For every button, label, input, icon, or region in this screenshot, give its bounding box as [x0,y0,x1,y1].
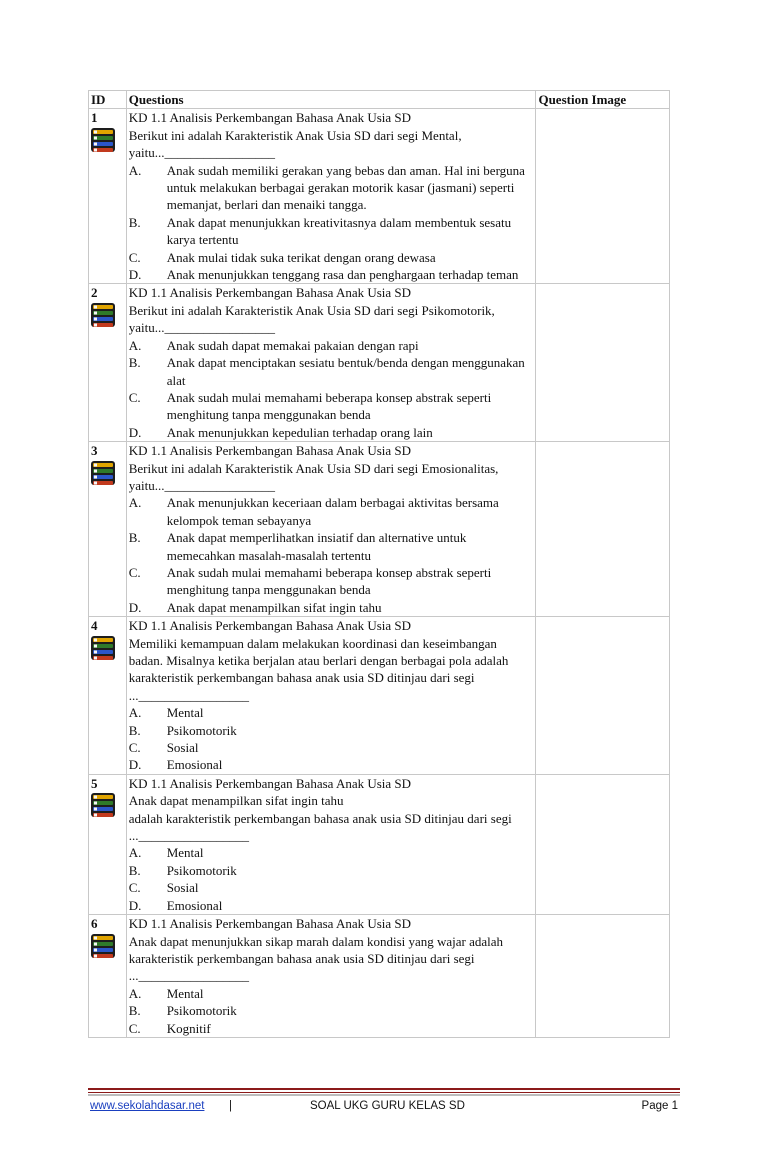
option-label: A. [128,337,142,353]
header-id: ID [89,91,127,109]
header-question-image: Question Image [536,91,670,109]
cell-id [89,774,127,914]
question-id: 6 [91,916,98,932]
option-text: Anak sudah mulai memahami beberapa konsep abstrak seperti menghitung tanpa menggunakan benda [166,389,492,423]
option-text: Anak sudah dapat memakai pakaian dengan rapi [166,337,419,353]
option-label: C. [128,389,141,405]
answer-option [129,162,534,214]
question-stem: Anak dapat menampilkan sifat ingin tahu [128,793,344,809]
option-text: Mental [166,985,204,1001]
answer-option [129,266,534,283]
option-label: A. [128,495,142,511]
footer-divider [88,1088,680,1090]
answer-option [129,862,534,879]
option-label: A. [128,845,142,861]
option-text: Psikomotorik [166,722,237,738]
option-label: C. [128,740,141,756]
footer-site-link[interactable]: www.sekolahdasar.net [90,1100,205,1112]
footer-page-number: Page 1 [641,1100,678,1112]
option-label: C. [128,249,141,265]
answer-option [129,564,534,599]
option-text: Mental [166,845,204,861]
option-text: Psikomotorik [166,862,237,878]
option-label: B. [128,862,141,878]
list-icon [90,127,116,153]
question-id: 3 [91,443,98,459]
option-label: D. [128,897,142,913]
option-text: Anak dapat menunjukkan kreativitasnya dalam membentuk sesatu karya tertentu [166,214,512,248]
list-icon [90,933,116,959]
option-label: D. [128,757,142,773]
table-row [89,617,670,775]
footer-divider [88,1092,680,1093]
list-icon [90,460,116,486]
question-kd: KD 1.1 Analisis Perkembangan Bahasa Anak Usia SD [128,285,412,301]
table-row [89,442,670,617]
option-text: Anak dapat menampilkan sifat ingin tahu [166,599,382,615]
option-text: Sosial [166,880,199,896]
option-text: Emosional [166,897,223,913]
question-stem: Berikut ini adalah Karakteristik Anak Usia SD dari segi Mental, yaitu..._________________ [128,127,462,161]
option-label: B. [128,722,141,738]
cell-question-image [536,284,670,442]
table-row [89,284,670,442]
cell-question [126,284,536,442]
list-icon [90,792,116,818]
answer-option [129,337,534,354]
question-stem: adalah karakteristik perkembangan bahasa anak usia SD ditinjau dari segi ..._________________ [128,810,512,844]
answer-option [129,704,534,721]
answer-option [129,214,534,249]
option-text: Anak sudah mulai memahami beberapa konsep abstrak seperti menghitung tanpa menggunakan benda [166,564,492,598]
option-text: Sosial [166,740,199,756]
footer-separator: | [229,1100,232,1112]
cell-question-image [536,915,670,1038]
option-label: C. [128,564,141,580]
answer-option [129,424,534,441]
answer-option [129,985,534,1002]
cell-question [126,915,536,1038]
table-row [89,774,670,914]
list-icon [90,302,116,328]
option-text: Anak menunjukkan tenggang rasa dan penghargaan terhadap teman [166,267,519,283]
option-text: Anak mulai tidak suka terikat dengan orang dewasa [166,249,436,265]
answer-option [129,1002,534,1019]
question-kd: KD 1.1 Analisis Perkembangan Bahasa Anak Usia SD [128,775,412,791]
cell-question-image [536,109,670,284]
option-text: Anak menunjukkan kepedulian terhadap orang lain [166,424,433,440]
option-label: C. [128,1020,141,1036]
option-label: A. [128,985,142,1001]
cell-question [126,442,536,617]
table-row [89,109,670,284]
answer-option [129,844,534,861]
question-id: 4 [91,618,98,634]
cell-question [126,617,536,775]
option-label: A. [128,162,142,178]
header-questions: Questions [126,91,536,109]
option-text: Anak menunjukkan keceriaan dalam berbagai aktivitas bersama kelompok teman sebayanya [166,495,499,528]
option-label: D. [128,267,142,283]
option-label: B. [128,214,141,230]
answer-option [129,897,534,914]
option-text: Psikomotorik [166,1003,237,1019]
option-label: B. [128,530,141,546]
questions-table [88,90,670,1038]
answer-option [129,739,534,756]
cell-question [126,109,536,284]
answer-option [129,756,534,773]
question-kd: KD 1.1 Analisis Perkembangan Bahasa Anak Usia SD [128,443,412,459]
table-header-row [89,91,670,109]
cell-question [126,774,536,914]
question-stem: Memiliki kemampuan dalam melakukan koordinasi dan keseimbangan badan. Misalnya ketika berjalan atau berlari dengan berbagai pola adalah karakteristik perkembangan bahasa anak usia SD ditinjau dari segi ..._________________ [128,635,509,703]
answer-option [129,494,534,529]
question-kd: KD 1.1 Analisis Perkembangan Bahasa Anak Usia SD [128,110,412,126]
question-id: 1 [91,110,98,126]
question-stem: Anak dapat menunjukkan sikap marah dalam kondisi yang wajar adalah karakteristik perkembangan bahasa anak usia SD ditinjau dari segi ..._________________ [128,933,504,984]
page-footer [88,1100,680,1118]
option-text: Kognitif [166,1020,211,1036]
option-label: D. [128,599,142,615]
option-text: Anak dapat memperlihatkan insiatif dan alternative untuk memecahkan masalah-masalah tertentu [166,530,467,563]
cell-question-image [536,442,670,617]
answer-option [129,722,534,739]
cell-question-image [536,617,670,775]
answer-option [129,389,534,424]
table-row [89,915,670,1038]
option-text: Mental [166,705,204,721]
question-id: 5 [91,775,98,791]
cell-id [89,284,127,442]
option-text: Emosional [166,757,223,773]
option-label: D. [128,424,142,440]
answer-option [129,879,534,896]
option-text: Anak sudah memiliki gerakan yang bebas dan aman. Hal ini berguna untuk melakukan berbagai gerakan motorik kasar (jasmani) seperti memanjat, berlari dan menaiki tangga. [166,162,525,213]
question-id: 2 [91,285,98,301]
option-text: Anak dapat menciptakan sesiatu bentuk/benda dengan menggunakan alat [166,355,525,388]
cell-id [89,617,127,775]
option-label: B. [128,1003,141,1019]
answer-option [129,599,534,616]
cell-id [89,109,127,284]
answer-option [129,529,534,564]
question-kd: KD 1.1 Analisis Perkembangan Bahasa Anak Usia SD [128,916,412,932]
option-label: C. [128,880,141,896]
answer-option [129,249,534,266]
option-label: B. [128,355,141,371]
question-stem: Berikut ini adalah Karakteristik Anak Usia SD dari segi Psikomotorik, yaitu..._________________ [128,302,495,336]
cell-question-image [536,774,670,914]
question-stem: Berikut ini adalah Karakteristik Anak Usia SD dari segi Emosionalitas, yaitu..._________________ [128,460,499,493]
cell-id [89,442,127,617]
footer-divider [88,1094,680,1096]
cell-id [89,915,127,1038]
list-icon [90,635,116,661]
option-label: A. [128,705,142,721]
answer-option [129,354,534,389]
answer-option [129,1020,534,1037]
footer-title: SOAL UKG GURU KELAS SD [310,1100,465,1112]
question-kd: KD 1.1 Analisis Perkembangan Bahasa Anak Usia SD [128,618,412,634]
